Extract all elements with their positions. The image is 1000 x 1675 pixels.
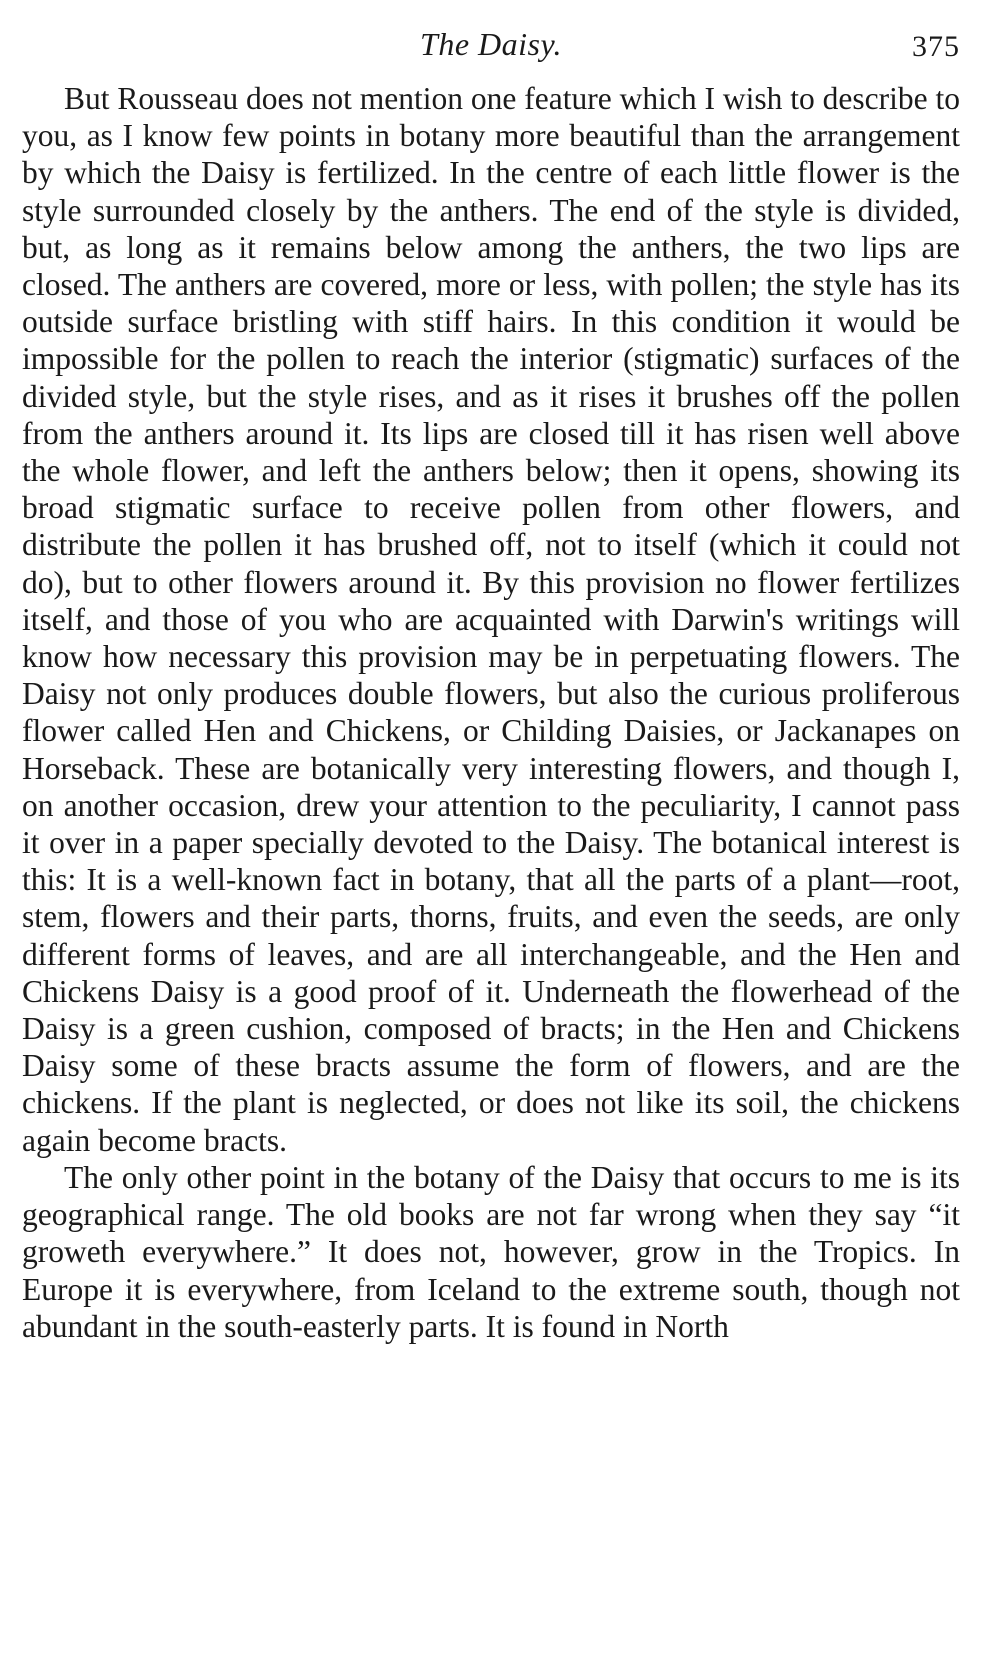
book-page	[22, 22, 960, 1345]
page-number: 375	[912, 30, 960, 63]
running-head	[22, 22, 960, 80]
paragraph: The only other point in the botany of the Daisy that occurs to me is its geographical range. The old books are not far wrong when they say “it groweth everywhere.” It does not, however, grow in the Tropics. In Europe it is everywhere, from Iceland to the extreme south, though not abundant in the south-easterly parts. It is found in North	[22, 1159, 960, 1344]
running-title: The Daisy.	[420, 26, 562, 62]
body-text	[22, 80, 960, 1345]
paragraph: But Rousseau does not mention one feature which I wish to describe to you, as I know few points in botany more beautiful than the arrangement by which the Daisy is fertilized. In the centre of each little flower is the style surrounded closely by the anthers. The end of the style is divided, but, as long as it remains below among the anthers, the two lips are closed. The anthers are covered, more or less, with pollen; the style has its outside surface bristling with stiff hairs. In this condition it would be impossible for the pollen to reach the interior (stigmatic) surfaces of the divided style, but the style rises, and as it rises it brushes off the pollen from the anthers around it. Its lips are closed till it has risen well above the whole flower, and left the anthers below; then it opens, showing its broad stigmatic surface to receive pollen from other flowers, and distribute the pollen it has brushed off, not to itself (which it could not do), but to other flowers around it. By this provision no flower fertilizes itself, and those of you who are acquainted with Darwin's writings will know how necessary this provision may be in perpetuating flowers. The Daisy not only produces double flowers, but also the curious proliferous flower called Hen and Chickens, or Childing Daisies, or Jackanapes on Horseback. These are botanically very interesting flowers, and though I, on another occasion, drew your attention to the peculiarity, I cannot pass it over in a paper specially devoted to the Daisy. The botanical interest is this: It is a well-known fact in botany, that all the parts of a plant—root, stem, flowers and their parts, thorns, fruits, and even the seeds, are only different forms of leaves, and are all interchangeable, and the Hen and Chickens Daisy is a good proof of it. Underneath the flowerhead of the Daisy is a green cushion, composed of bracts; in the Hen and Chickens Daisy some of these bracts assume the form of flowers, and are the chickens. If the plant is neglected, or does not like its soil, the chickens again become bracts.	[22, 81, 960, 1158]
